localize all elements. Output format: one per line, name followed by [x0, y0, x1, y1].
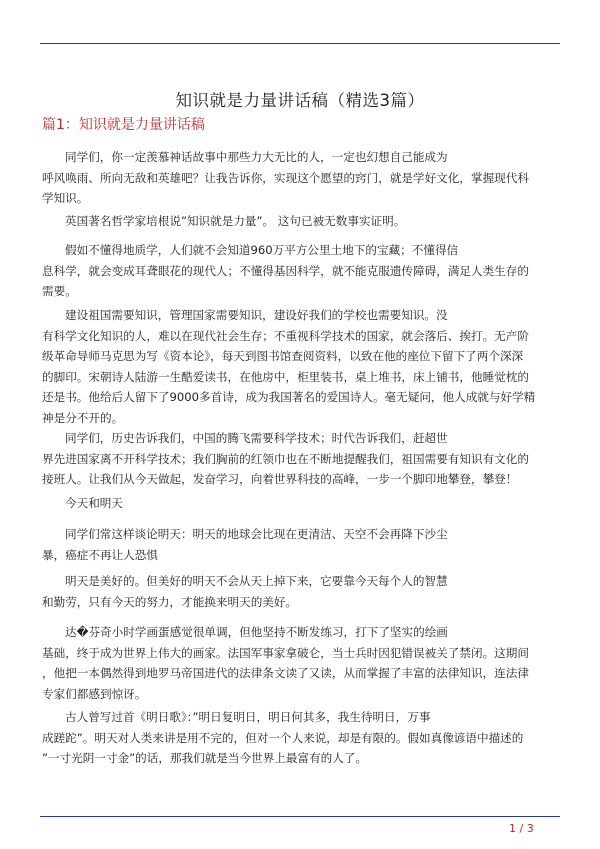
header-rule [40, 43, 560, 44]
paragraph-line: 今天和明天 [65, 496, 123, 510]
paragraph-line: 需要。 [42, 284, 77, 298]
paragraph-line: ，他把一本偶然得到地罗马帝国进代的法律条文读了又读，从而掌握了丰富的法律知识，连法律 [42, 666, 529, 680]
paragraph-1 [42, 147, 560, 209]
paragraph-6 [42, 524, 560, 565]
paragraph-2 [42, 211, 560, 232]
paragraph-line: 假如不懂得地质学，人们就不会知道960万平方公里土地下的宝藏；不懂得信 [65, 243, 459, 257]
paragraph-line: 同学们，你一定羡慕神话故事中那些力大无比的人，一定也幻想自己能成为 [65, 150, 448, 164]
paragraph-line: 还是书。他给后人留下了9000多首诗，成为我国著名的爱国诗人。毫无疑问，他人成就与好学精 [42, 390, 536, 404]
paragraph-4 [42, 305, 560, 428]
paragraph-9 [42, 707, 560, 769]
paragraph-line: 明天是美好的。但美好的明天不会从天上掉下来，它要靠今天每个人的智慧 [65, 574, 448, 588]
paragraph-line: 息科学，就会变成耳聋眼花的现代人；不懂得基因科学，就不能克服遗传障碍，满足人类生存的 [42, 263, 529, 278]
paragraph-line: 的脚印。宋朝诗人陆游一生酷爱读书，在他房中，柜里装书，桌上堆书，床上铺书，他睡觉枕的 [42, 369, 529, 384]
document-title: 知识就是力量讲话稿（精选3篇） [175, 91, 425, 111]
paragraph-8 [42, 622, 560, 704]
paragraph-line: 同学们，历史告诉我们，中国的腾飞需要科学技术；时代告诉我们，赶超世 [65, 431, 448, 445]
paragraph-line: ”一寸光阴一寸金”的话，那我们就是当今世界上最富有的人了。 [42, 751, 368, 765]
paragraph-line: 接班人。让我们从今天做起，发奋学习，向着世界科技的高峰，一步一个脚印地攀登，攀登！ [42, 472, 518, 486]
paragraph-line: 级革命导师马克思为写《资本论》，每天到图书馆查阅资料，以致在他的座位下留下了两个深深 [42, 349, 524, 363]
paragraph-7 [42, 571, 560, 612]
subtitle-today-and-tomorrow [42, 493, 560, 514]
paragraph-5 [42, 428, 560, 490]
paragraph-line: 英国著名哲学家培根说”知识就是力量”。 这句已被无数事实证明。 [65, 214, 406, 228]
paragraph-line: 学知识。 [42, 191, 89, 205]
page-number: 1 / 3 [509, 822, 534, 835]
paragraph-line: 同学们常这样谈论明天：明天的地球会比现在更清洁、天空不会再降下沙尘 [65, 527, 448, 541]
section-heading: 篇1：知识就是力量讲话稿 [42, 117, 205, 133]
paragraph-line: 神是分不开的。 [42, 410, 124, 425]
paragraph-line: 基础，终于成为世界上伟大的画家。法国军事家拿破仑，当士兵时因犯错误被关了禁闭。这期间 [42, 645, 529, 660]
footer-rule [40, 816, 560, 817]
paragraph-3 [42, 240, 560, 302]
paragraph-line: 和勤劳，只有今天的努力，才能换来明天的美好。 [42, 594, 298, 609]
paragraph-line: 达�芬奇小时学画蛋感觉很单调，但他坚持不断发练习，打下了坚实的绘画 [65, 625, 448, 639]
paragraph-line: 有科学文化知识的人，难以在现代社会生存；不重视科学技术的国家，就会落后、挨打。无产阶 [42, 328, 529, 343]
paragraph-line: 专家们都感到惊讶。 [42, 686, 147, 701]
paragraph-line: 建设祖国需要知识，管理国家需要知识，建设好我们的学校也需要知识。没 [65, 308, 448, 322]
paragraph-line: 暴，癌症不再让人恐惧 [42, 547, 158, 562]
paragraph-line: 界先进国家离不开科学技术；我们胸前的红领巾也在不断地提醒我们，祖国需要有知识有文化的 [42, 451, 529, 466]
paragraph-line: 古人曾写过首《明日歌》：”明日复明日，明日何其多，我生待明日，万事 [65, 710, 431, 724]
paragraph-line: 呼风唤雨、所向无敌和英雄吧？让我告诉你，实现这个愿望的窍门，就是学好文化，掌握现代科 [42, 170, 529, 185]
paragraph-line: 成蹉跎”。明天对人类来讲是用不完的，但对一个人来说，却是有限的。假如真像谚语中描述的 [42, 730, 524, 745]
